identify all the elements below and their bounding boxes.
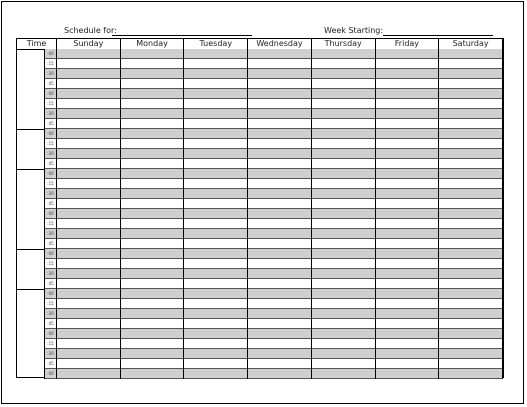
time-slot[interactable] (376, 119, 439, 129)
time-slot[interactable] (184, 329, 247, 339)
time-slot[interactable] (184, 359, 247, 369)
day-column-wednesday (248, 49, 312, 379)
time-slot[interactable] (248, 59, 311, 69)
quarter-hour-label: :45 (45, 279, 57, 289)
day-column-sunday (57, 49, 121, 379)
time-slot[interactable] (376, 349, 439, 359)
time-slot[interactable] (121, 309, 184, 319)
time-slot[interactable] (248, 49, 311, 59)
time-slot[interactable] (57, 249, 120, 259)
time-slot[interactable] (184, 369, 247, 379)
time-slot[interactable] (248, 79, 311, 89)
time-slot[interactable] (439, 369, 502, 379)
quarter-hour-label: :30 (45, 229, 57, 239)
quarter-hour-label: :30 (45, 309, 57, 319)
time-slot[interactable] (439, 239, 502, 249)
time-slot[interactable] (248, 349, 311, 359)
day-header-wednesday: Wednesday (248, 39, 312, 49)
day-column-friday (376, 49, 440, 379)
time-slot[interactable] (439, 169, 502, 179)
quarter-hour-label: :15 (45, 139, 57, 149)
time-slot[interactable] (184, 159, 247, 169)
time-slot[interactable] (439, 219, 502, 229)
time-slot[interactable] (312, 329, 375, 339)
time-slot[interactable] (184, 169, 247, 179)
time-slot[interactable] (121, 269, 184, 279)
time-slot[interactable] (376, 169, 439, 179)
time-slot[interactable] (121, 49, 184, 59)
time-slot[interactable] (439, 89, 502, 99)
schedule-grid (16, 38, 504, 378)
time-slot[interactable] (376, 149, 439, 159)
time-column-header: Time (17, 39, 57, 49)
time-slot[interactable] (312, 359, 375, 369)
time-slot[interactable] (121, 339, 184, 349)
time-slot[interactable] (248, 299, 311, 309)
time-slot[interactable] (439, 199, 502, 209)
time-slot[interactable] (312, 149, 375, 159)
time-slot[interactable] (439, 189, 502, 199)
schedule-page (1, 1, 524, 404)
quarter-hour-label: :45 (45, 119, 57, 129)
time-slot[interactable] (248, 289, 311, 299)
time-slot[interactable] (248, 139, 311, 149)
time-slot[interactable] (376, 109, 439, 119)
time-slot[interactable] (184, 79, 247, 89)
time-slot[interactable] (121, 149, 184, 159)
quarter-hour-label: :15 (45, 339, 57, 349)
time-slot[interactable] (184, 229, 247, 239)
time-slot[interactable] (248, 229, 311, 239)
time-slot[interactable] (57, 329, 120, 339)
time-slot[interactable] (184, 249, 247, 259)
time-slot[interactable] (248, 119, 311, 129)
time-slot[interactable] (376, 279, 439, 289)
time-slot[interactable] (184, 349, 247, 359)
time-slot[interactable] (376, 329, 439, 339)
time-slot[interactable] (57, 349, 120, 359)
quarter-hour-label: :00 (45, 49, 57, 59)
time-slot[interactable] (184, 99, 247, 109)
time-slot[interactable] (248, 269, 311, 279)
time-slot[interactable] (121, 199, 184, 209)
time-slot[interactable] (184, 289, 247, 299)
time-slot[interactable] (57, 119, 120, 129)
quarter-hour-label: :15 (45, 59, 57, 69)
time-slot[interactable] (439, 269, 502, 279)
time-slot[interactable] (376, 229, 439, 239)
time-slot[interactable] (121, 119, 184, 129)
time-column (17, 49, 57, 379)
hour-block[interactable] (17, 289, 45, 379)
quarter-hour-label: :45 (45, 359, 57, 369)
time-slot[interactable] (248, 249, 311, 259)
time-slot[interactable] (312, 129, 375, 139)
quarter-hour-label: :45 (45, 79, 57, 89)
hour-block[interactable] (17, 249, 45, 289)
time-slot[interactable] (376, 359, 439, 369)
hour-block[interactable] (17, 169, 45, 249)
time-slot[interactable] (248, 199, 311, 209)
time-slot[interactable] (57, 49, 120, 59)
time-slot[interactable] (184, 69, 247, 79)
quarter-hour-label: :00 (45, 289, 57, 299)
time-slot[interactable] (57, 139, 120, 149)
time-slot[interactable] (121, 69, 184, 79)
time-slot[interactable] (248, 109, 311, 119)
time-slot[interactable] (439, 139, 502, 149)
quarter-hour-label: :00 (45, 369, 57, 379)
time-slot[interactable] (248, 279, 311, 289)
time-slot[interactable] (439, 249, 502, 259)
time-slot[interactable] (248, 309, 311, 319)
time-slot[interactable] (57, 179, 120, 189)
time-slot[interactable] (121, 359, 184, 369)
time-slot[interactable] (121, 259, 184, 269)
time-slot[interactable] (376, 339, 439, 349)
time-slot[interactable] (312, 239, 375, 249)
time-slot[interactable] (184, 59, 247, 69)
time-slot[interactable] (376, 299, 439, 309)
time-slot[interactable] (121, 249, 184, 259)
day-column-thursday (312, 49, 376, 379)
time-slot[interactable] (312, 269, 375, 279)
time-slot[interactable] (121, 139, 184, 149)
time-slot[interactable] (439, 109, 502, 119)
time-slot[interactable] (312, 369, 375, 379)
quarter-hour-label: :00 (45, 129, 57, 139)
time-slot[interactable] (312, 159, 375, 169)
time-slot[interactable] (184, 109, 247, 119)
time-slot[interactable] (121, 129, 184, 139)
time-slot[interactable] (376, 139, 439, 149)
time-slot[interactable] (312, 189, 375, 199)
time-slot[interactable] (121, 319, 184, 329)
time-slot[interactable] (376, 249, 439, 259)
time-slot[interactable] (57, 109, 120, 119)
time-slot[interactable] (248, 359, 311, 369)
time-slot[interactable] (184, 209, 247, 219)
time-slot[interactable] (184, 129, 247, 139)
time-slot[interactable] (57, 209, 120, 219)
time-slot[interactable] (312, 229, 375, 239)
time-slot[interactable] (184, 149, 247, 159)
time-slot[interactable] (184, 199, 247, 209)
day-header-saturday: Saturday (439, 39, 503, 49)
time-slot[interactable] (57, 129, 120, 139)
time-slot[interactable] (184, 259, 247, 269)
time-slot[interactable] (57, 339, 120, 349)
time-slot[interactable] (312, 99, 375, 109)
hour-block[interactable] (17, 49, 45, 129)
time-slot[interactable] (439, 299, 502, 309)
time-slot[interactable] (376, 239, 439, 249)
time-slot[interactable] (184, 269, 247, 279)
time-slot[interactable] (184, 319, 247, 329)
time-slot[interactable] (312, 79, 375, 89)
time-slot[interactable] (312, 109, 375, 119)
time-slot[interactable] (439, 339, 502, 349)
time-slot[interactable] (312, 179, 375, 189)
time-slot[interactable] (57, 319, 120, 329)
time-slot[interactable] (121, 99, 184, 109)
time-slot[interactable] (376, 369, 439, 379)
time-slot[interactable] (121, 219, 184, 229)
time-slot[interactable] (121, 169, 184, 179)
time-slot[interactable] (57, 89, 120, 99)
schedule-for-label: Schedule for: (64, 26, 117, 35)
time-slot[interactable] (312, 339, 375, 349)
time-slot[interactable] (376, 309, 439, 319)
time-slot[interactable] (248, 209, 311, 219)
time-slot[interactable] (248, 329, 311, 339)
time-slot[interactable] (57, 239, 120, 249)
time-slot[interactable] (184, 49, 247, 59)
quarter-hour-label: :00 (45, 169, 57, 179)
time-slot[interactable] (312, 89, 375, 99)
time-slot[interactable] (121, 109, 184, 119)
time-slot[interactable] (376, 269, 439, 279)
time-slot[interactable] (57, 59, 120, 69)
time-slot[interactable] (248, 149, 311, 159)
time-slot[interactable] (57, 159, 120, 169)
time-slot[interactable] (439, 319, 502, 329)
time-slot[interactable] (439, 279, 502, 289)
time-slot[interactable] (248, 369, 311, 379)
quarter-hour-label: :30 (45, 149, 57, 159)
time-slot[interactable] (248, 179, 311, 189)
quarter-hour-label: :30 (45, 69, 57, 79)
time-slot[interactable] (312, 219, 375, 229)
time-slot[interactable] (57, 199, 120, 209)
time-slot[interactable] (57, 189, 120, 199)
day-header-sunday: Sunday (57, 39, 121, 49)
day-column-saturday (439, 49, 503, 379)
time-slot[interactable] (248, 189, 311, 199)
time-slot[interactable] (312, 49, 375, 59)
time-slot[interactable] (376, 99, 439, 109)
time-slot[interactable] (121, 239, 184, 249)
time-slot[interactable] (248, 159, 311, 169)
time-slot[interactable] (312, 299, 375, 309)
time-slot[interactable] (439, 49, 502, 59)
time-slot[interactable] (57, 309, 120, 319)
time-slot[interactable] (312, 349, 375, 359)
time-slot[interactable] (439, 69, 502, 79)
time-slot[interactable] (312, 249, 375, 259)
time-slot[interactable] (57, 99, 120, 109)
time-slot[interactable] (248, 219, 311, 229)
time-slot[interactable] (312, 309, 375, 319)
time-slot[interactable] (376, 79, 439, 89)
time-slot[interactable] (121, 179, 184, 189)
time-slot[interactable] (312, 289, 375, 299)
time-slot[interactable] (121, 279, 184, 289)
time-slot[interactable] (121, 329, 184, 339)
time-slot[interactable] (312, 259, 375, 269)
time-slot[interactable] (57, 299, 120, 309)
time-slot[interactable] (57, 69, 120, 79)
day-header-tuesday: Tuesday (184, 39, 248, 49)
time-slot[interactable] (439, 79, 502, 89)
time-slot[interactable] (121, 189, 184, 199)
header (2, 2, 523, 36)
quarter-hour-label: :45 (45, 319, 57, 329)
time-slot[interactable] (439, 289, 502, 299)
time-slot[interactable] (184, 299, 247, 309)
time-slot[interactable] (57, 359, 120, 369)
time-slot[interactable] (184, 309, 247, 319)
quarter-hour-label: :30 (45, 349, 57, 359)
time-slot[interactable] (312, 69, 375, 79)
time-slot[interactable] (312, 279, 375, 289)
time-slot[interactable] (312, 59, 375, 69)
time-slot[interactable] (184, 339, 247, 349)
time-slot[interactable] (439, 309, 502, 319)
day-header-friday: Friday (376, 39, 440, 49)
time-slot[interactable] (312, 139, 375, 149)
time-slot[interactable] (439, 99, 502, 109)
time-slot[interactable] (57, 369, 120, 379)
time-slot[interactable] (376, 289, 439, 299)
time-slot[interactable] (312, 319, 375, 329)
quarter-hour-label: :45 (45, 239, 57, 249)
time-slot[interactable] (376, 199, 439, 209)
time-slot[interactable] (376, 189, 439, 199)
time-slot[interactable] (312, 169, 375, 179)
schedule-for-field[interactable] (112, 35, 252, 36)
time-slot[interactable] (57, 259, 120, 269)
time-slot[interactable] (248, 339, 311, 349)
time-slot[interactable] (376, 49, 439, 59)
quarter-hour-label: :45 (45, 159, 57, 169)
time-slot[interactable] (376, 209, 439, 219)
time-slot[interactable] (57, 289, 120, 299)
time-slot[interactable] (248, 239, 311, 249)
day-column-tuesday (184, 49, 248, 379)
time-slot[interactable] (248, 129, 311, 139)
time-slot[interactable] (121, 289, 184, 299)
time-slot[interactable] (439, 349, 502, 359)
quarter-hour-label: :00 (45, 209, 57, 219)
time-slot[interactable] (184, 179, 247, 189)
time-slot[interactable] (121, 369, 184, 379)
time-slot[interactable] (439, 329, 502, 339)
time-slot[interactable] (376, 259, 439, 269)
time-slot[interactable] (184, 89, 247, 99)
time-slot[interactable] (312, 209, 375, 219)
time-slot[interactable] (376, 219, 439, 229)
time-slot[interactable] (121, 59, 184, 69)
day-header-thursday: Thursday (312, 39, 376, 49)
quarter-hour-label: :15 (45, 179, 57, 189)
time-slot[interactable] (57, 219, 120, 229)
time-slot[interactable] (57, 279, 120, 289)
time-slot[interactable] (184, 189, 247, 199)
time-slot[interactable] (439, 149, 502, 159)
quarter-hour-label: :45 (45, 199, 57, 209)
time-slot[interactable] (376, 89, 439, 99)
time-slot[interactable] (121, 159, 184, 169)
time-slot[interactable] (376, 59, 439, 69)
time-slot[interactable] (376, 69, 439, 79)
time-slot[interactable] (439, 359, 502, 369)
time-slot[interactable] (376, 179, 439, 189)
time-slot[interactable] (57, 229, 120, 239)
time-slot[interactable] (184, 239, 247, 249)
time-slot[interactable] (184, 139, 247, 149)
time-slot[interactable] (439, 229, 502, 239)
time-slot[interactable] (57, 269, 120, 279)
time-slot[interactable] (121, 209, 184, 219)
time-slot[interactable] (57, 149, 120, 159)
week-starting-field[interactable] (383, 35, 493, 36)
day-header-monday: Monday (121, 39, 185, 49)
quarter-hour-label: :15 (45, 219, 57, 229)
time-slot[interactable] (57, 79, 120, 89)
time-slot[interactable] (312, 199, 375, 209)
quarter-hour-label: :15 (45, 259, 57, 269)
time-slot[interactable] (376, 129, 439, 139)
time-slot[interactable] (121, 229, 184, 239)
quarter-hour-label: :00 (45, 249, 57, 259)
day-column-monday (121, 49, 185, 379)
time-slot[interactable] (248, 89, 311, 99)
time-slot[interactable] (439, 259, 502, 269)
time-slot[interactable] (376, 319, 439, 329)
time-slot[interactable] (248, 169, 311, 179)
quarter-hour-label: :15 (45, 299, 57, 309)
time-slot[interactable] (57, 169, 120, 179)
hour-block[interactable] (17, 129, 45, 169)
quarter-hour-label: :30 (45, 189, 57, 199)
time-slot[interactable] (376, 159, 439, 169)
time-slot[interactable] (248, 259, 311, 269)
time-slot[interactable] (248, 99, 311, 109)
week-starting-label: Week Starting: (324, 26, 384, 35)
time-slot[interactable] (121, 349, 184, 359)
quarter-hour-label: :00 (45, 329, 57, 339)
quarter-hour-label: :00 (45, 89, 57, 99)
time-slot[interactable] (121, 79, 184, 89)
time-slot[interactable] (248, 69, 311, 79)
time-slot[interactable] (439, 119, 502, 129)
time-slot[interactable] (184, 219, 247, 229)
time-slot[interactable] (439, 59, 502, 69)
time-slot[interactable] (312, 119, 375, 129)
time-slot[interactable] (184, 119, 247, 129)
time-slot[interactable] (121, 299, 184, 309)
time-slot[interactable] (439, 179, 502, 189)
time-slot[interactable] (121, 89, 184, 99)
time-slot[interactable] (184, 279, 247, 289)
time-slot[interactable] (248, 319, 311, 329)
time-slot[interactable] (439, 159, 502, 169)
quarter-hour-label: :15 (45, 99, 57, 109)
time-slot[interactable] (439, 129, 502, 139)
quarter-hour-label: :30 (45, 109, 57, 119)
quarter-hour-label: :30 (45, 269, 57, 279)
time-slot[interactable] (439, 209, 502, 219)
